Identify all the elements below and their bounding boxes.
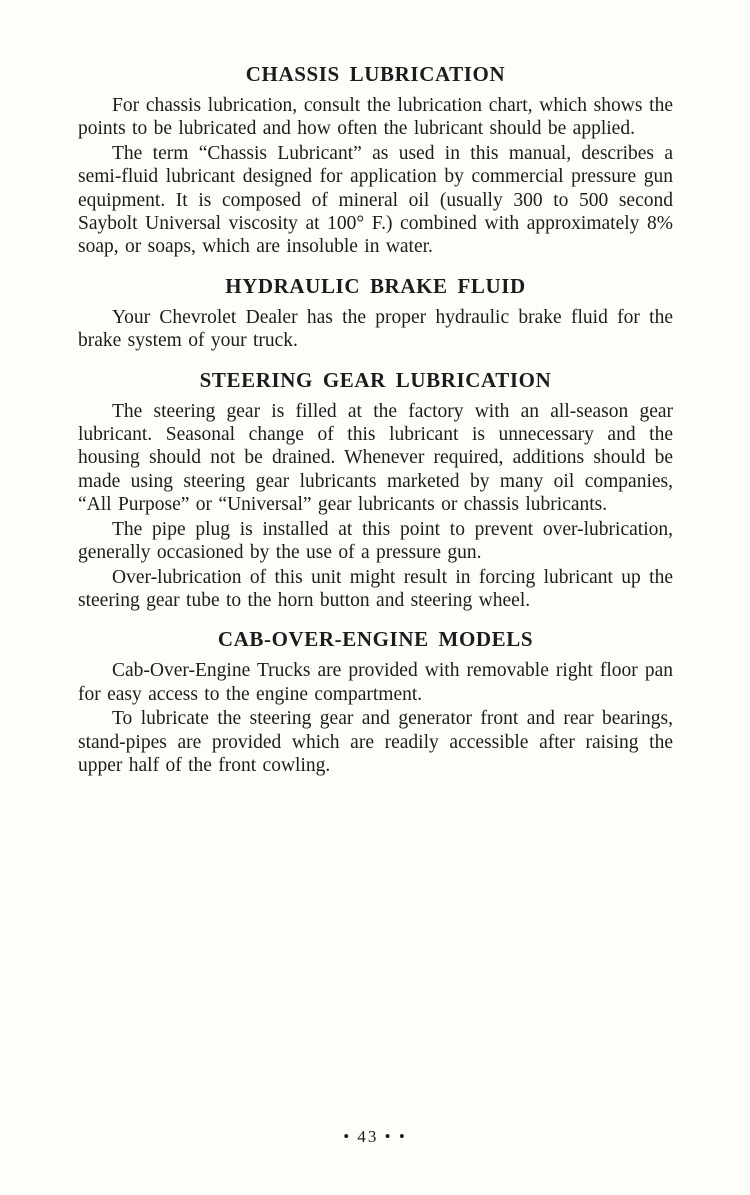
section-heading-cab-over-engine-models: CAB-OVER-ENGINE MODELS	[217, 627, 534, 652]
paragraph: Your Chevrolet Dealer has the proper hydraulic brake fluid for the brake system of your truck.	[78, 306, 673, 352]
section-heading-hydraulic-brake-fluid: HYDRAULIC BRAKE FLUID	[225, 273, 526, 298]
paragraph: Over-lubrication of this unit might result in forcing lubricant up the steering gear tube to the horn button and steering wheel.	[78, 566, 673, 611]
section-steering-gear-lubrication	[78, 368, 673, 613]
paragraph: The term “Chassis Lubricant” as used in this manual, describes a semi-fluid lubricant designed for application by commercial pressure gun equipment. It is composed of mineral oil (usually 300 to 500 second Saybolt Universal viscosity at 100° F.) combined with approximately 8% soap, or soaps, which are insoluble in water.	[78, 142, 673, 258]
page-number: • 43 • •	[343, 1127, 407, 1146]
paragraph: Cab-Over-Engine Trucks are provided with removable right floor pan for easy access to the engine compartment.	[78, 660, 673, 705]
section-hydraulic-brake-fluid	[78, 274, 673, 353]
section-chassis-lubrication	[78, 62, 673, 259]
paragraph: The pipe plug is installed at this point to prevent over-lubrication, generally occasioned by the use of a pressure gun.	[78, 518, 673, 564]
paragraph: To lubricate the steering gear and generator front and rear bearings, stand-pipes are provided which are readily accessible after raising the upper half of the front cowling.	[78, 708, 673, 776]
section-cab-over-engine-models	[78, 627, 673, 777]
paragraph: For chassis lubrication, consult the lubrication chart, which shows the points to be lubricated and how often the lubricant should be applied.	[78, 95, 673, 140]
paragraph: The steering gear is filled at the factory with an all-season gear lubricant. Seasonal change of this lubricant is unnecessary and the housing should not be drained. Whenever required, additions should be made using steering gear lubricants marketed by many oil companies, “All Purpose” or “Universal” gear lubricants or chassis lubricants.	[78, 400, 673, 516]
section-heading-chassis-lubrication: CHASSIS LUBRICATION	[245, 62, 506, 86]
section-heading-steering-gear-lubrication: STEERING GEAR LUBRICATION	[199, 367, 552, 392]
